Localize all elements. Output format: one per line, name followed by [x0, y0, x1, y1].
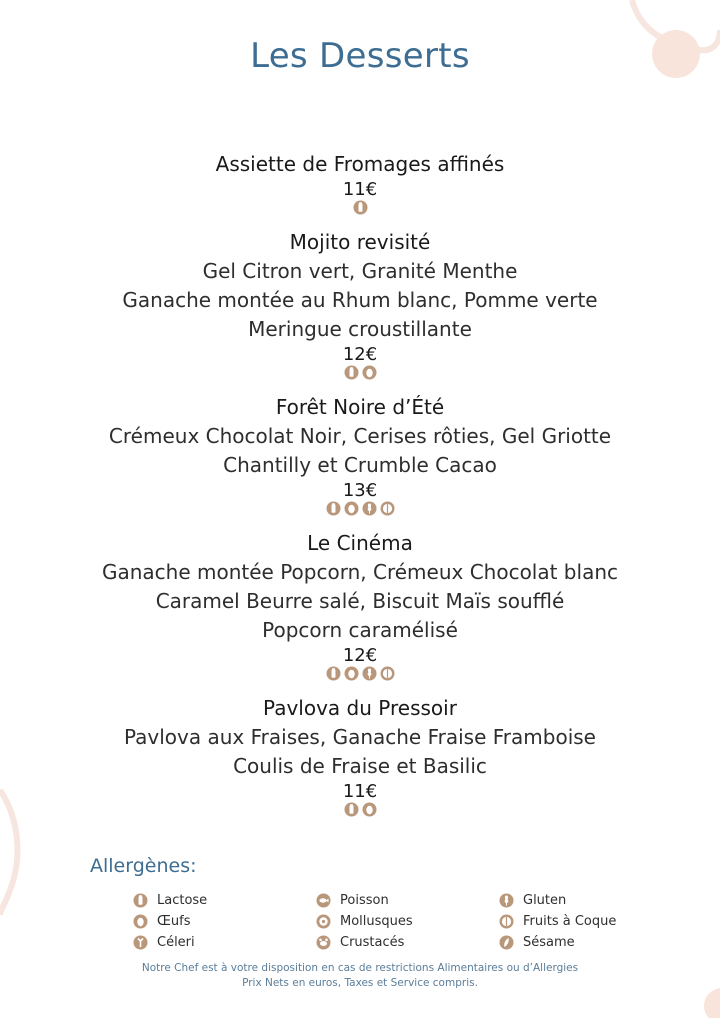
dish-allergen-icons [0, 365, 720, 385]
legend-label: Mollusques [340, 913, 413, 929]
dish-allergen-icons [0, 200, 720, 220]
dish-allergen-icons [0, 802, 720, 822]
dish-description: Caramel Beurre salé, Biscuit Maïs soufflé [155, 589, 565, 613]
crustacean-icon [316, 935, 331, 950]
dish-item [0, 694, 720, 822]
legend-label: Gluten [523, 892, 567, 908]
legend-label: Sésame [523, 934, 575, 950]
footer-line-1: Notre Chef est à votre disposition en cas de restrictions Alimentaires ou d’Allergies [141, 962, 579, 974]
page-title: Les Desserts [250, 36, 470, 76]
dish-item [0, 393, 720, 521]
lactose-icon [326, 666, 341, 681]
dish-description: Gel Citron vert, Granité Menthe [202, 259, 518, 283]
legend-label: Fruits à Coque [523, 913, 617, 929]
legend-item [499, 912, 616, 930]
legend-item [133, 933, 195, 951]
dish-item [0, 150, 720, 220]
footer-note [0, 961, 720, 991]
gluten-icon [362, 501, 377, 516]
dish-description: Meringue croustillante [248, 317, 472, 341]
dessert-menu [0, 150, 720, 830]
eggs-icon [362, 365, 377, 380]
dish-description: Ganache montée au Rhum blanc, Pomme verte [122, 288, 598, 312]
legend-label: Crustacés [340, 934, 405, 950]
lactose-icon [133, 893, 148, 908]
dish-price: 13€ [342, 480, 378, 501]
lactose-icon [344, 802, 359, 817]
dish-description: Coulis de Fraise et Basilic [233, 754, 487, 778]
eggs-icon [344, 666, 359, 681]
lactose-icon [326, 501, 341, 516]
legend-item [316, 912, 413, 930]
eggs-icon [344, 501, 359, 516]
celery-icon [133, 935, 148, 950]
legend-item [499, 933, 575, 951]
dish-name: Pavlova du Pressoir [263, 696, 457, 720]
fish-icon [316, 893, 331, 908]
dish-item [0, 228, 720, 385]
dish-price: 11€ [342, 179, 378, 200]
legend-label: Poisson [340, 892, 389, 908]
dish-description: Ganache montée Popcorn, Crémeux Chocolat blanc [101, 560, 618, 584]
nuts-icon [499, 914, 514, 929]
bottom-right-circle [704, 988, 720, 1018]
dish-name: Assiette de Fromages affinés [215, 152, 505, 176]
lactose-icon [353, 200, 368, 215]
dish-allergen-icons [0, 501, 720, 521]
dish-description: Pavlova aux Fraises, Ganache Fraise Framboise [124, 725, 596, 749]
legend-item [499, 891, 566, 909]
mollusc-icon [316, 914, 331, 929]
allergens-heading: Allergènes: [90, 855, 197, 877]
legend-label: Céleri [157, 934, 195, 950]
dish-allergen-icons [0, 666, 720, 686]
dish-item [0, 529, 720, 686]
dish-name: Forêt Noire d’Été [275, 395, 445, 419]
dish-price: 11€ [342, 781, 378, 802]
dish-price: 12€ [342, 645, 378, 666]
dish-description: Popcorn caramélisé [262, 618, 458, 642]
dish-price: 12€ [342, 344, 378, 365]
gluten-icon [362, 666, 377, 681]
dish-description: Crémeux Chocolat Noir, Cerises rôties, Gel Griotte [108, 424, 612, 448]
dish-name: Le Cinéma [307, 531, 413, 555]
legend-item [316, 891, 389, 909]
sesame-icon [499, 935, 514, 950]
lactose-icon [344, 365, 359, 380]
legend-item [133, 891, 207, 909]
nuts-icon [380, 666, 395, 681]
legend-item [133, 912, 191, 930]
legend-item [316, 933, 404, 951]
gluten-icon [499, 893, 514, 908]
dish-description: Chantilly et Crumble Cacao [223, 453, 497, 477]
eggs-icon [133, 914, 148, 929]
footer-line-2: Prix Nets en euros, Taxes et Service compris. [242, 977, 478, 989]
nuts-icon [380, 501, 395, 516]
legend-label: Œufs [157, 913, 191, 929]
eggs-icon [362, 802, 377, 817]
dish-name: Mojito revisité [289, 230, 431, 254]
legend-label: Lactose [157, 892, 208, 908]
